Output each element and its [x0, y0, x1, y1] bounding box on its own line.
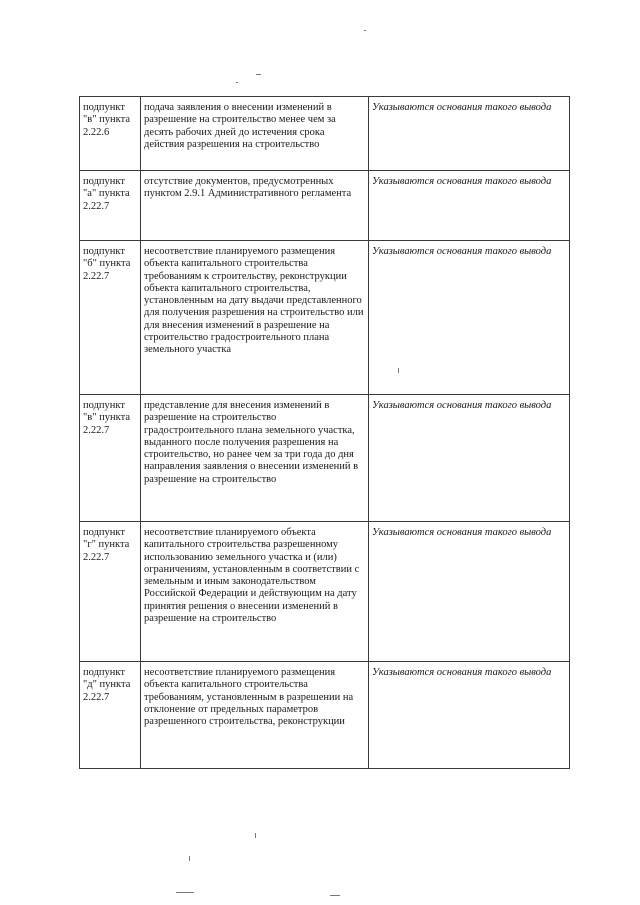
- justification-note: Указываются основания такого вывода: [369, 171, 570, 241]
- grounds-table: [79, 96, 570, 769]
- justification-note: Указываются основания такого вывода: [369, 97, 570, 171]
- scan-speck: [364, 30, 366, 31]
- justification-note: Указываются основания такого вывода: [369, 395, 570, 522]
- clause-ref: подпункт "а" пункта 2.22.7: [80, 171, 141, 241]
- scan-speck: [330, 895, 340, 896]
- justification-note: Указываются основания такого вывода: [369, 522, 570, 662]
- clause-ref: подпункт "д" пункта 2.22.7: [80, 662, 141, 769]
- clause-ref: подпункт "в" пункта 2.22.6: [80, 97, 141, 171]
- clause-ref: подпункт "г" пункта 2.22.7: [80, 522, 141, 662]
- table-row: [80, 522, 570, 662]
- justification-note: Указываются основания такого вывода: [369, 662, 570, 769]
- clause-ref: подпункт "б" пункта 2.22.7: [80, 241, 141, 395]
- refusal-ground: отсутствие документов, предусмотренных пунктом 2.9.1 Административного регламента: [141, 171, 369, 241]
- scan-speck: [176, 892, 194, 893]
- refusal-ground: представление для внесения изменений в разрешение на строительство градостроительного плана земельного участка, выданного после получения разрешения на строительство, но ранее чем за три года до дня направления заявления о внесении изменений в разрешение на строительство: [141, 395, 369, 522]
- scan-speck: [255, 833, 256, 838]
- scan-speck: [256, 74, 261, 75]
- refusal-ground: несоответствие планируемого объекта капитального строительства разрешенному использованию земельного участка и (или) ограничениям, установленным в соответствии с земельным и иным законодательством Российской Федерации и действующим на дату принятия решения о внесении изменений в разрешение на строительство: [141, 522, 369, 662]
- table-row: [80, 662, 570, 769]
- clause-ref: подпункт "в" пункта 2.22.7: [80, 395, 141, 522]
- table-row: [80, 97, 570, 171]
- table-row: [80, 395, 570, 522]
- scan-speck: [189, 856, 190, 861]
- refusal-ground: несоответствие планируемого размещения объекта капитального строительства требованиям, установленным в разрешении на отклонение от предельных параметров разрешенного строительства, реконструкции: [141, 662, 369, 769]
- scan-speck: [236, 82, 238, 83]
- refusal-ground: несоответствие планируемого размещения объекта капитального строительства требованиям к строительству, реконструкции объекта капитального строительства, установленным на дату выдачи представленного для получения разрешения на строительство или для внесения изменений в разрешение на строительство градостроительного плана земельного участка: [141, 241, 369, 395]
- table-row: [80, 171, 570, 241]
- justification-note: Указываются основания такого вывода: [369, 241, 570, 395]
- table-row: [80, 241, 570, 395]
- refusal-ground: подача заявления о внесении изменений в разрешение на строительство менее чем за десять рабочих дней до истечения срока действия разрешения на строительство: [141, 97, 369, 171]
